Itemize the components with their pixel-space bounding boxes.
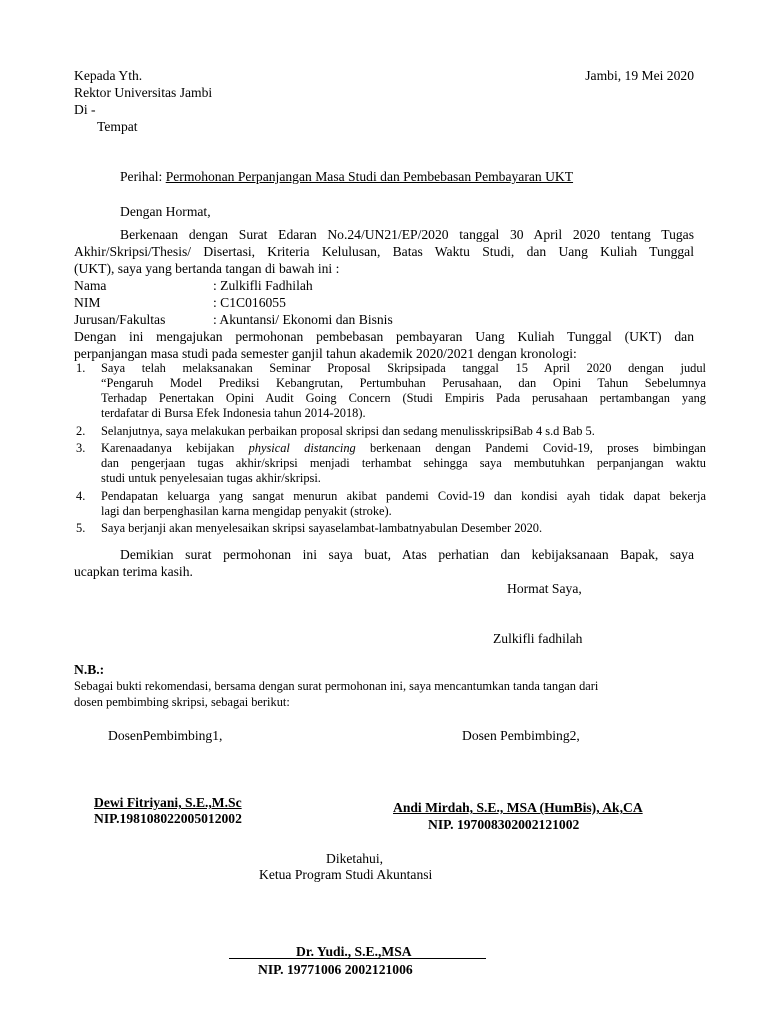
list-item-number: 3. <box>76 441 86 455</box>
list-item-line: Saya telah melaksanakan Seminar Proposal Skripsipada tanggal 15 April 2020 dengan judul <box>101 361 706 375</box>
signer-name: Zulkifli fadhilah <box>493 631 583 646</box>
approval-nip: NIP. 19771006 2002121006 <box>258 962 413 977</box>
list-item-line: dan pengerjaan tugas akhir/skripsi menjadi terhambat sehingga saya membutuhkan perpanjangan waktu <box>101 456 706 470</box>
nb-line-2: dosen pembimbing skripsi, sebagai berikut: <box>74 695 290 709</box>
nb-label: N.B.: <box>74 662 105 677</box>
recipient-line-3: Di - <box>74 102 96 117</box>
subject-label: Perihal: <box>120 169 163 184</box>
request-line-2: perpanjangan masa studi pada semester ganjil tahun akademik 2020/2021 dengan kronologi: <box>74 346 577 361</box>
subject <box>120 168 573 185</box>
identity-value-jurusan: : Akuntansi/ Ekonomi dan Bisnis <box>213 312 393 327</box>
identity-value-nim: : C1C016055 <box>213 295 286 310</box>
closing-regards: Hormat Saya, <box>507 581 582 596</box>
list-item-line: terdafatar di Bursa Efek Indonesia tahun 2014-2018). <box>101 406 366 420</box>
italic-phrase: physical distancing <box>248 441 356 455</box>
place-date: Jambi, 19 Mei 2020 <box>585 68 694 83</box>
identity-label-nim: NIM <box>74 295 101 310</box>
approval-line-2: Ketua Program Studi Akuntansi <box>259 867 433 882</box>
list-item-line: Terhadap Penertakan Opini Audit Going Concern (Studi Empiris Pada perusahaan pertambangan yang <box>101 391 706 405</box>
recipient-line-4: Tempat <box>97 119 138 134</box>
list-item-number: 5. <box>76 521 86 535</box>
list-item-number: 4. <box>76 489 86 503</box>
identity-label-jurusan: Jurusan/Fakultas <box>74 312 166 327</box>
request-line-1: Dengan ini mengajukan permohonan pembebasan pembayaran Uang Kuliah Tunggal (UKT) dan <box>74 329 694 344</box>
list-item-line: “Pengaruh Model Prediksi Kebangrutan, Pertumbuhan Perusahaan, dan Opini Tahun Sebelumnya <box>101 376 706 390</box>
list-item-line: Selanjutnya, saya melakukan perbaikan proposal skripsi dan sedang menulisskripsiBab 4 s.d Bab 5. <box>101 424 595 438</box>
list-item-line: lagi dan berpenghasilan karna mengidap penyakit (stroke). <box>101 504 392 518</box>
advisor-2-title: Dosen Pembimbing2, <box>462 728 580 743</box>
subject-text: Permohonan Perpanjangan Masa Studi dan Pembebasan Pembayaran UKT <box>165 169 574 184</box>
advisor-2-nip: NIP. 197008302002121002 <box>428 817 580 832</box>
list-item-number: 2. <box>76 424 86 438</box>
closing-line-1: Demikian surat permohonan ini saya buat, Atas perhatian dan kebijaksanaan Bapak, saya <box>120 547 694 562</box>
recipient-line-1: Kepada Yth. <box>74 68 143 83</box>
list-item-line: Karenaadanya kebijakan physical distancing berkenaan dengan Pandemi Covid-19, proses bimbingan <box>101 441 707 455</box>
salutation: Dengan Hormat, <box>120 204 211 219</box>
signature-line <box>229 958 486 959</box>
identity-value-nama: : Zulkifli Fadhilah <box>213 278 313 293</box>
advisor-2-name: Andi Mirdah, S.E., MSA (HumBis), Ak,CA <box>393 800 643 815</box>
list-item-line: studi untuk penyelesaian tugas akhir/skripsi. <box>101 471 321 485</box>
approval-name: Dr. Yudi., S.E.,MSA <box>296 944 412 959</box>
list-item-line: Saya berjanji akan menyelesaikan skripsi sayaselambat-lambatnyabulan Desember 2020. <box>101 521 543 535</box>
nb-line-1: Sebagai bukti rekomendasi, bersama dengan surat permohonan ini, saya mencantumkan tanda tangan dari <box>74 679 599 693</box>
advisor-1-name: Dewi Fitriyani, S.E.,M.Sc <box>94 795 242 810</box>
advisor-1-nip: NIP.198108022005012002 <box>94 811 242 826</box>
approval-line-1: Diketahui, <box>326 851 384 866</box>
closing-line-2: ucapkan terima kasih. <box>74 564 193 579</box>
identity-label-nama: Nama <box>74 278 107 293</box>
list-item-line: Pendapatan keluarga yang sangat menurun akibat pandemi Covid-19 dan kondisi ayah tidak dapat bekerja <box>101 489 706 503</box>
recipient-line-2: Rektor Universitas Jambi <box>74 85 213 100</box>
list-item-number: 1. <box>76 361 86 375</box>
intro-line-1: Berkenaan dengan Surat Edaran No.24/UN21/EP/2020 tanggal 30 April 2020 tentang Tugas <box>120 227 694 242</box>
intro-line-2: Akhir/Skripsi/Thesis/ Disertasi, Kriteria Kelulusan, Batas Waktu Studi, dan Uang Kuliah Tunggal <box>74 244 694 259</box>
advisor-1-title: DosenPembimbing1, <box>108 728 223 743</box>
intro-line-3: (UKT), saya yang bertanda tangan di bawah ini : <box>74 261 340 276</box>
